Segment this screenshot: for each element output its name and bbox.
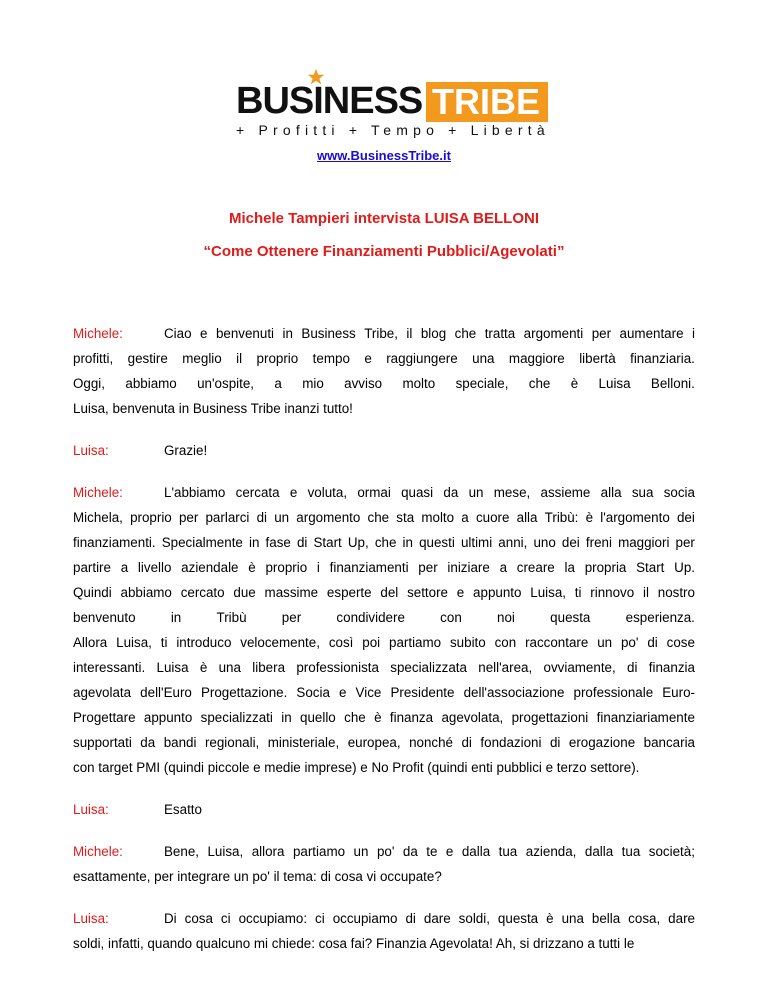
dialogue-block: [73, 480, 695, 780]
line-text: Luisa, benvenuta in Business Tribe inanzi tutto!: [73, 401, 353, 416]
line-text: Di cosa ci occupiamo: ci occupiamo di dare soldi, questa è una bella cosa, dare: [164, 911, 695, 926]
line-text: interessanti. Luisa è una libera professionista specializzata nell'area, ovviamente, di finanzia: [73, 660, 695, 675]
paragraph-line: [73, 630, 695, 655]
speaker-label: Michele:: [73, 844, 123, 859]
line-text: Oggi, abbiamo un'ospite, a mio avviso molto speciale, che è Luisa Belloni.: [73, 376, 695, 391]
line-text: profitti, gestire meglio il proprio tempo e raggiungere una maggiore libertà finanziaria.: [73, 351, 695, 366]
paragraph-line: [73, 605, 695, 630]
paragraph-line: [73, 755, 695, 780]
line-text: Bene, Luisa, allora partiamo un po' da te e dalla tua azienda, dalla tua società;: [164, 844, 695, 859]
line-text: Ciao e benvenuti in Business Tribe, il blog che tratta argomenti per aumentare i: [164, 326, 695, 341]
speaker-label: Michele:: [73, 326, 123, 341]
interview-transcript: [73, 321, 695, 973]
line-text: Quindi abbiamo cercato due massime esperte del settore e appunto Luisa, ti rinnovo il nostro: [73, 585, 695, 600]
line-text: L'abbiamo cercata e voluta, ormai quasi da un mese, assieme alla sua socia: [164, 485, 695, 500]
dialogue-block: [73, 321, 695, 421]
paragraph-line: [73, 730, 695, 755]
paragraph-line: [73, 655, 695, 680]
dialogue-block: [73, 438, 695, 463]
paragraph-line: [73, 680, 695, 705]
line-text: benvenuto in Tribù per condividere con noi questa esperienza.: [73, 610, 695, 625]
line-text: Progettare appunto specializzati in quello che è finanza agevolata, progettazioni finanziariamente: [73, 710, 695, 725]
line-text: partire a livello aziendale è proprio i finanziamenti per iniziare a creare la propria Start Up.: [73, 560, 695, 575]
paragraph-line: [73, 371, 695, 396]
paragraph-line: [73, 396, 695, 421]
paragraph-line: [73, 505, 695, 530]
line-text: Esatto: [164, 802, 202, 817]
line-text: agevolata dell'Euro Progettazione. Socia e Vice Presidente dell'associazione professionale Euro-: [73, 685, 695, 700]
paragraph-line: [73, 931, 695, 956]
paragraph-line: [73, 480, 695, 505]
paragraph-line: [73, 346, 695, 371]
dialogue-block: [73, 906, 695, 956]
logo-tagline: + Profitti + Tempo + Libertà: [236, 122, 550, 138]
paragraph-line: [73, 530, 695, 555]
line-text: finanziamenti. Specialmente in fase di Start Up, che in questi ultimi anni, uno dei freni maggiori per: [73, 535, 695, 550]
dialogue-block: [73, 797, 695, 822]
line-text: Allora Luisa, ti introduco velocemente, così poi partiamo subito con raccontare un po' di cose: [73, 635, 695, 650]
paragraph-line: [73, 438, 695, 463]
line-text: supportati da bandi regionali, ministeriale, europea, nonché di fondazioni di erogazione bancaria: [73, 735, 695, 750]
paragraph-line: [73, 321, 695, 346]
speaker-label: Luisa:: [73, 443, 109, 458]
speaker-label: Luisa:: [73, 802, 109, 817]
line-text: Grazie!: [164, 443, 208, 458]
paragraph-line: [73, 864, 695, 889]
paragraph-line: [73, 839, 695, 864]
business-tribe-logo: [236, 68, 550, 140]
page-title: Michele Tampieri intervista LUISA BELLONI: [228, 210, 540, 227]
line-text: Michela, proprio per parlarci di un argomento che sta molto a cuore alla Tribù: è l'argomento dei: [73, 510, 695, 525]
line-text: con target PMI (quindi piccole e medie imprese) e No Profit (quindi enti pubblici e terzo settore).: [73, 760, 640, 775]
speaker-label: Michele:: [73, 485, 123, 500]
site-link[interactable]: www.BusinessTribe.it: [317, 148, 451, 163]
paragraph-line: [73, 555, 695, 580]
speaker-label: Luisa:: [73, 911, 109, 926]
line-text: esattamente, per integrare un po' il tema: di cosa vi occupate?: [73, 869, 442, 884]
paragraph-line: [73, 797, 695, 822]
dialogue-block: [73, 839, 695, 889]
paragraph-line: [73, 705, 695, 730]
page-subtitle: “Come Ottenere Finanziamenti Pubblici/Agevolati”: [203, 243, 565, 260]
logo-word-business: BUSINESS: [236, 80, 423, 122]
paragraph-line: [73, 580, 695, 605]
paragraph-line: [73, 906, 695, 931]
line-text: soldi, infatti, quando qualcuno mi chiede: cosa fai? Finanzia Agevolata! Ah, si drizzano a tutti le: [73, 936, 635, 951]
logo-word-tribe: TRIBE: [426, 82, 548, 122]
